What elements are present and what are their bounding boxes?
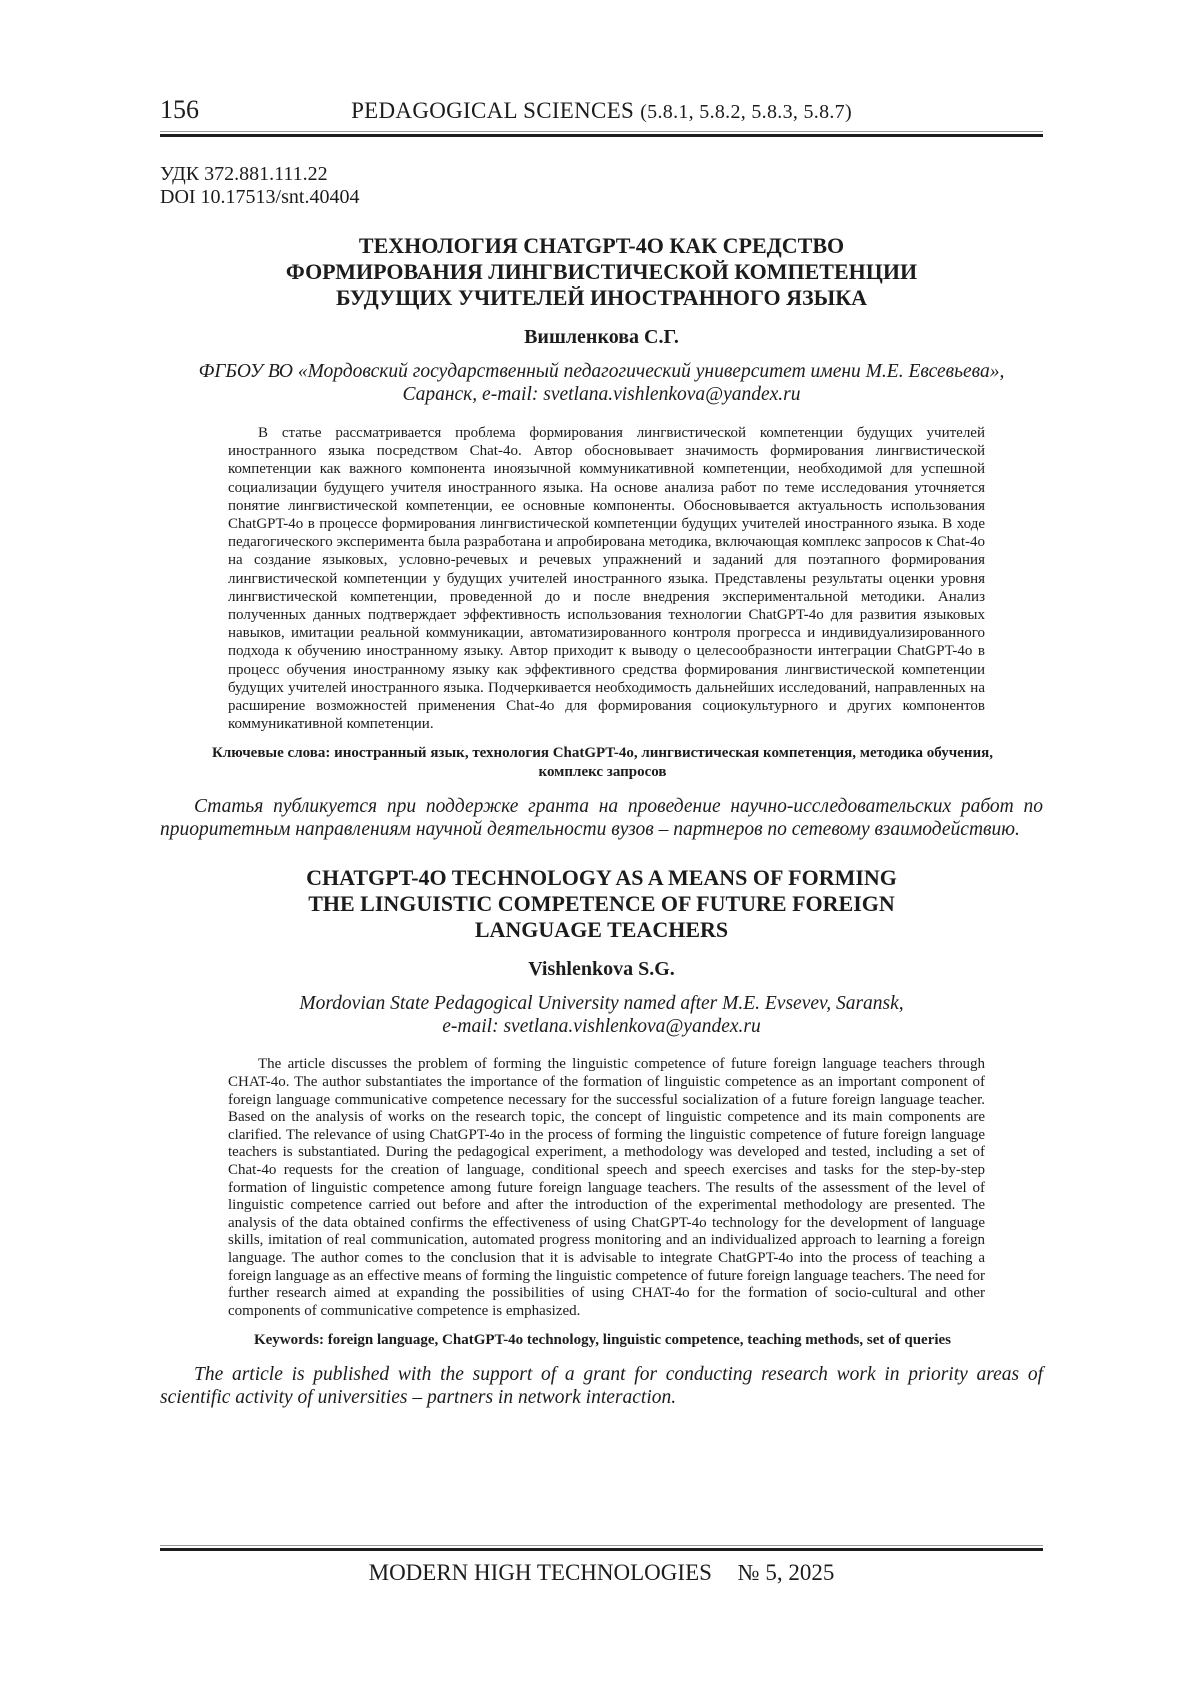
- grant-note-en: The article is published with the support of a grant for conducting research work in priority areas of scientific activity of universities – partners in network interaction.: [160, 1364, 1043, 1409]
- affiliation-en-line: Mordovian State Pedagogical University named after M.E. Evsevev, Saransk,: [299, 993, 904, 1015]
- affiliation-ru-line: ФГБОУ ВО «Мордовский государственный педагогический университет имени М.Е. Евсевьева»,: [198, 361, 1005, 382]
- article-title-ru-line: ТЕХНОЛОГИЯ CHATGPT-4O КАК СРЕДСТВО: [358, 233, 845, 258]
- doi-line: DOI 10.17513/snt.40404: [160, 186, 360, 208]
- running-head-section: PEDAGOGICAL SCIENCES: [351, 98, 635, 123]
- affiliation-en: [160, 992, 1043, 1038]
- author-en: Vishlenkova S.G.: [528, 958, 675, 981]
- abstract-ru: В статье рассматривается проблема формирования лингвистической компетенции будущих учителей иностранного языка посредством Chat-4o. Автор обосновывает значимость формирования лингвистической компетенции как важного компонента иноязычной коммуникативной компетенции, необходимой для успешной социализации будущего учителя иностранного языка. На основе анализа работ по теме исследования уточняется понятие лингвистической компетенции, ее основные компоненты. Обосновывается актуальность использования ChatGPT-4o в процессе формирования лингвистической компетенции будущих учителей иностранного языка. В ходе педагогического эксперимента была разработана и апробирована методика, включающая комплекс запросов к Chat-4o на создание языковых, условно-речевых и речевых упражнений и заданий для поэтапного формирования лингвистической компетенции у будущих учителей иностранного языка. Представлены результаты оценки уровня лингвистической компетенции, проведенной до и после внедрения экспериментальной методики. Анализ полученных данных подтверждает эффективность использования технологии ChatGPT-4o для развития языковых навыков, имитации реальной коммуникации, автоматизированного контроля прогресса и индивидуализированного подхода к обучению иностранному языку. Автор приходит к выводу о целесообразности интеграции ChatGPT-4o в процесс обучения иностранному языку как эффективного средства формирования лингвистической компетенции будущих учителей иностранного языка. Подчеркивается необходимость дальнейших исследований, направленных на расширение возможностей применения Chat-4o для формирования социокультурного и других компонентов коммуникативной компетенции.: [228, 425, 985, 733]
- article-title-en: [160, 865, 1043, 943]
- footer-text: [160, 1560, 1043, 1586]
- running-head: [160, 95, 1043, 125]
- article-title-ru-line: ФОРМИРОВАНИЯ ЛИНГВИСТИЧЕСКОЙ КОМПЕТЕНЦИИ: [285, 259, 918, 284]
- footer-issue: № 5, 2025: [737, 1560, 835, 1585]
- page-header: [160, 96, 1043, 126]
- keywords-en-text: foreign language, ChatGPT-4o technology, linguistic competence, teaching methods, set of queries: [327, 1332, 952, 1349]
- footer-journal-title: MODERN HIGH TECHNOLOGIES: [368, 1560, 712, 1585]
- udc-line: УДК 372.881.111.22: [160, 163, 328, 185]
- running-head-codes: [640, 101, 852, 123]
- article-title-en-line: LANGUAGE TEACHERS: [474, 917, 729, 943]
- page-number: 156: [160, 95, 199, 124]
- page-footer: [160, 1540, 1043, 1586]
- keywords-en: [210, 1331, 995, 1350]
- affiliation-ru: [160, 360, 1043, 406]
- article-title-ru-line: БУДУЩИХ УЧИТЕЛЕЙ ИНОСТРАННОГО ЯЗЫКА: [335, 285, 868, 310]
- article-title-ru: [160, 233, 1043, 311]
- header-rule: [160, 131, 1043, 137]
- article-title-en-line: THE LINGUISTIC COMPETENCE OF FUTURE FOREIGN: [308, 891, 895, 917]
- keywords-ru-label: Ключевые слова:: [212, 745, 331, 762]
- footer-rule: [160, 1545, 1043, 1551]
- article-title-en-line: CHATGPT-4O TECHNOLOGY AS A MEANS OF FORMING: [306, 865, 897, 891]
- author-ru: Вишленкова С.Г.: [524, 326, 679, 348]
- article-meta: [160, 163, 1043, 209]
- abstract-en: The article discusses the problem of forming the linguistic competence of future foreign language teachers through CHAT-4o. The author substantiates the importance of the formation of linguistic competence as an important component of foreign language communicative competence necessary for the successful socialization of a future foreign language teacher. Based on the analysis of works on the research topic, the concept of linguistic competence and its main components are clarified. The relevance of using ChatGPT-4o in the process of forming the linguistic competence of future foreign language teachers is substantiated. During the pedagogical experiment, a methodology was developed and tested, including a set of Chat-4o requests for the creation of language, conditional speech and speech exercises and tasks for the step-by-step formation of linguistic competence among future foreign language teachers. The results of the assessment of the level of linguistic competence carried out before and after the introduction of the experimental methodology are presented. The analysis of the data obtained confirms the effectiveness of using ChatGPT-4o technology for the development of language skills, imitation of real communication, automated progress monitoring and an individualized approach to learning a foreign language. The author comes to the conclusion that it is advisable to integrate ChatGPT-4o into the process of teaching a foreign language as an effective means of forming the linguistic competence of future foreign language teachers. The need for further research aimed at expanding the possibilities of using CHAT-4o for the formation of socio-cultural and other components of communicative competence is emphasized.: [228, 1056, 985, 1319]
- keywords-en-label: Keywords:: [253, 1332, 324, 1349]
- running-head-codes-text: (5.8.1, 5.8.2, 5.8.3, 5.8.7): [640, 101, 852, 123]
- keywords-ru-text: иностранный язык, технология ChatGPT-4o, лингвистическая компетенция, методика обучения, комплекс запросов: [334, 745, 993, 781]
- grant-note-ru: Статья публикуется при поддержке гранта на проведение научно-исследовательских работ по приоритетным направлениям научной деятельности вузов – партнеров по сетевому взаимодействию.: [160, 796, 1043, 841]
- affiliation-ru-line: Саранск, e-mail: svetlana.vishlenkova@yandex.ru: [402, 384, 801, 405]
- affiliation-en-line: e-mail: svetlana.vishlenkova@yandex.ru: [442, 1016, 761, 1038]
- keywords-ru: [210, 744, 995, 782]
